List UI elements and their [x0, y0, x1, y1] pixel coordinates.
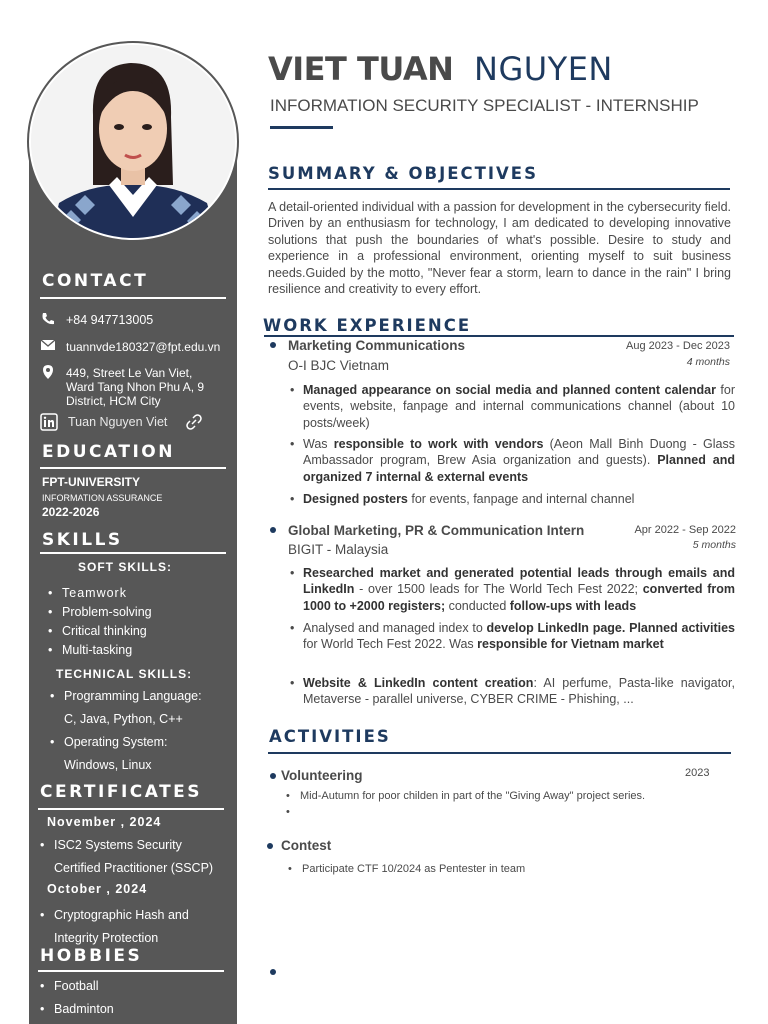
summary-text: A detail-oriented individual with a passion for development in the cybersecurity field. Driven by an enthusiasm for technology, I am dedicated to developing innovative solutions that push the boundaries of what's possible. Desire to study and experience in a professional environment, orienting myself to suit business needs.Guided by the motto, "Never fear a storm, learn to dance in the rain" I bring resilience and creativity to every effort. — [268, 200, 731, 297]
linkedin-icon[interactable] — [40, 413, 58, 431]
link-icon[interactable] — [184, 412, 204, 432]
skills-heading: SKILLS — [42, 530, 123, 550]
summary-divider — [268, 188, 730, 190]
certificate-name-line: • ISC2 Systems Security — [54, 838, 182, 852]
job-title: Marketing Communications — [288, 338, 466, 353]
list-item: • Critical thinking — [48, 622, 152, 641]
activity-year: 2023 — [685, 767, 710, 779]
certificate-list — [40, 904, 189, 950]
job-org: BIGIT - Malaysia — [288, 542, 389, 557]
list-item — [50, 731, 202, 777]
certificate-list — [40, 834, 213, 880]
bullet-bold-text: follow-ups with leads — [509, 598, 637, 613]
skill-value: C, Java, Python, C++ — [64, 712, 183, 726]
summary-heading: SUMMARY & OBJECTIVES — [268, 164, 538, 183]
job-date: Apr 2022 - Sep 2022 — [634, 524, 736, 536]
soft-skills-heading: SOFT SKILLS: — [78, 560, 172, 574]
mail-icon — [40, 337, 56, 353]
certificate-date: November , 2024 — [47, 815, 162, 829]
bullet-text: Was — [303, 437, 334, 451]
job-date: Aug 2023 - Dec 2023 — [626, 340, 730, 352]
certificate-name-line: Certified Practitioner (SSCP) — [54, 861, 214, 875]
job-bullet-dot — [270, 527, 276, 533]
list-item: • Problem-solving — [48, 603, 152, 622]
list-item: • Teamwork — [48, 584, 152, 603]
bullet-text: conducted — [445, 598, 510, 613]
job-bullet-dot — [270, 342, 276, 348]
contact-divider — [40, 297, 226, 299]
certificates-heading: CERTIFICATES — [40, 782, 203, 802]
bullet-bold-text: Researched market and generated potential leads through emails and LinkedIn — [303, 566, 735, 597]
education-heading: EDUCATION — [42, 442, 175, 462]
job-bullet — [288, 382, 735, 431]
bullet-text: Analysed and managed index to — [303, 621, 487, 635]
hobbies-divider — [38, 970, 224, 972]
bullet-text: for World Tech Fest 2022. Was — [303, 637, 478, 652]
activity-bullet-dot — [267, 843, 273, 849]
hobbies-list — [40, 975, 114, 1021]
skill-label: • Operating System: — [64, 735, 168, 749]
list-item — [40, 834, 213, 880]
education-years: 2022-2026 — [42, 505, 100, 519]
contact-linkedin[interactable]: Tuan Nguyen Viet — [68, 415, 168, 429]
activity-bullet-dot — [270, 773, 276, 779]
title-underline — [270, 126, 333, 129]
job-bullet — [288, 436, 735, 485]
address-line: Ward Tang Nhon Phu A, 9 — [66, 380, 205, 394]
address-line: 449, Street Le Van Viet, — [66, 366, 193, 380]
bullet-bold-text: Managed appearance on social media and planned content calendar — [303, 383, 716, 397]
contact-phone[interactable]: +84 947713005 — [66, 313, 154, 327]
bullet-text: : AI perfume, Pasta-like navigator, Metaverse - parallel universe, CYBER CRIME - Phishing, ... — [303, 676, 735, 707]
profile-photo-illustration — [31, 45, 235, 238]
skill-value: Windows, Linux — [64, 758, 152, 772]
phone-icon — [40, 311, 56, 327]
education-major: INFORMATION ASSURANCE — [42, 493, 163, 503]
address-line: District, HCM City — [66, 394, 161, 408]
job-duration: 5 months — [692, 539, 736, 551]
bullet-bold-text: Website & LinkedIn content creation — [303, 676, 534, 690]
activities-divider — [268, 752, 731, 754]
work-divider — [264, 335, 734, 337]
location-pin-icon — [40, 364, 56, 380]
job-duration: 4 months — [686, 356, 730, 368]
bullet-text: (Aeon Mall Binh Duong - Glass Ambassador program, Brew Asia organization and guests). — [303, 437, 735, 468]
skills-divider — [40, 552, 226, 554]
bullet-bold-text: Designed posters — [303, 492, 408, 506]
list-item — [40, 904, 189, 950]
bullet-bold-text: responsible to work with vendors — [333, 437, 544, 451]
activity-item: • Mid-Autumn for poor childen in part of the "Giving Away" project series. — [286, 790, 645, 802]
activity-title: Volunteering — [281, 768, 363, 783]
activity-title: Contest — [281, 838, 332, 853]
contact-email[interactable]: tuannvde180327@fpt.edu.vn — [66, 340, 221, 354]
activity-bullet-dot — [270, 969, 276, 975]
bullet-text: - over 1500 leads for The World Tech Fest 2022; — [354, 582, 643, 597]
certificate-date: October , 2024 — [47, 882, 148, 896]
education-divider — [40, 467, 226, 469]
job-bullet — [288, 565, 735, 614]
bullet-bold-text: responsible for Vietnam market — [477, 637, 664, 652]
name-first: VIET TUAN — [268, 50, 454, 88]
job-bullet — [288, 675, 735, 708]
technical-skills-list — [50, 685, 202, 777]
name-last: NGUYEN — [474, 50, 613, 88]
list-item: • Multi-tasking — [48, 641, 152, 660]
job-title: Global Marketing, PR & Communication Intern — [288, 523, 585, 538]
list-item: • Football — [40, 975, 114, 998]
certificate-name-line: • Cryptographic Hash and — [54, 908, 189, 922]
profile-photo — [31, 45, 235, 238]
job-org: O-I BJC Vietnam — [288, 358, 390, 373]
skill-label: • Programming Language: — [64, 689, 202, 703]
job-bullet — [288, 491, 735, 507]
certificates-divider — [38, 808, 224, 810]
job-subtitle: INFORMATION SECURITY SPECIALIST - INTERNSHIP — [270, 96, 699, 115]
job-bullet — [288, 620, 735, 653]
education-school: FPT-UNIVERSITY — [42, 475, 141, 489]
bullet-text: for events, fanpage and internal channel — [407, 492, 635, 506]
hobbies-heading: HOBBIES — [40, 946, 143, 966]
contact-address — [66, 366, 204, 408]
bullet-bold-text: develop LinkedIn page. Planned activities — [486, 621, 736, 635]
technical-skills-heading: TECHNICAL SKILLS: — [56, 667, 193, 681]
bullet-bold-text: converted from 1000 to +2000 registers; — [303, 582, 735, 613]
work-heading: WORK EXPERIENCE — [263, 316, 472, 335]
activities-heading: ACTIVITIES — [269, 727, 391, 746]
certificate-name-line: Integrity Protection — [54, 931, 159, 945]
list-item — [50, 685, 202, 731]
soft-skills-list — [48, 584, 152, 660]
activity-item: • Participate CTF 10/2024 as Pentester in team — [288, 863, 525, 875]
contact-heading: CONTACT — [42, 271, 149, 291]
bullet-text: for events, website, fanpage and internal communications channel (about 10 posts/week) — [303, 383, 736, 430]
list-item: • Badminton — [40, 998, 114, 1021]
bullet-bold-text: Planned and organized 7 internal & external events — [303, 453, 735, 484]
